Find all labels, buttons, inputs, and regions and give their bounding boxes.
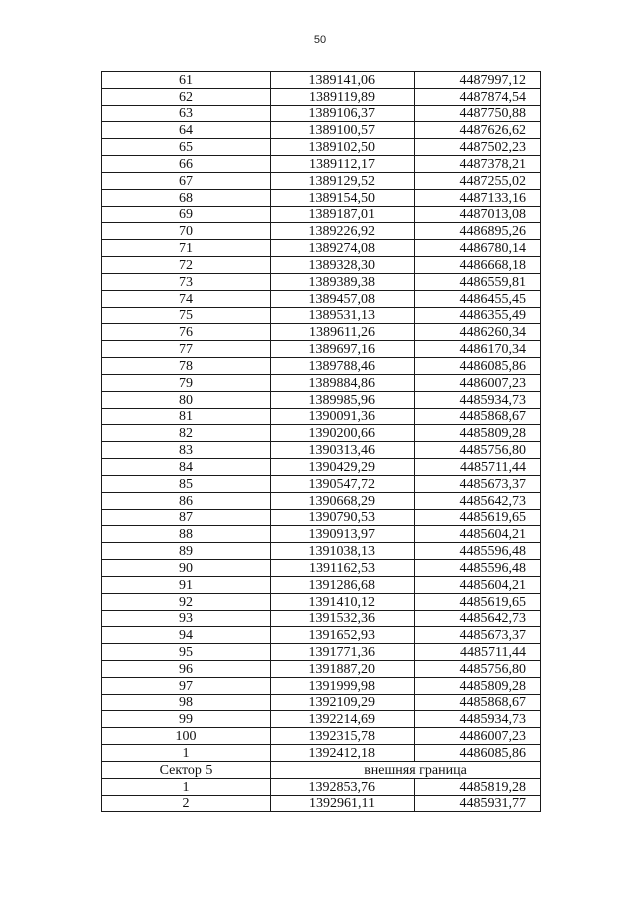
y-coordinate-cell: 4486085,86 xyxy=(415,358,541,375)
point-number-cell: 88 xyxy=(102,526,271,543)
point-number-cell: 97 xyxy=(102,677,271,694)
point-number-cell: 63 xyxy=(102,105,271,122)
x-coordinate-cell: 1391771,36 xyxy=(271,644,415,661)
point-number-cell: 2 xyxy=(102,795,271,812)
x-coordinate-cell: 1391887,20 xyxy=(271,660,415,677)
sector-boundary-note: внешняя граница xyxy=(271,761,541,778)
coordinates-table xyxy=(101,71,541,812)
table-row xyxy=(102,358,541,375)
table-row xyxy=(102,475,541,492)
x-coordinate-cell: 1392961,11 xyxy=(271,795,415,812)
table-row xyxy=(102,644,541,661)
x-coordinate-cell: 1390790,53 xyxy=(271,509,415,526)
sector-header-row xyxy=(102,761,541,778)
y-coordinate-cell: 4486455,45 xyxy=(415,290,541,307)
point-number-cell: 93 xyxy=(102,610,271,627)
x-coordinate-cell: 1391999,98 xyxy=(271,677,415,694)
y-coordinate-cell: 4487626,62 xyxy=(415,122,541,139)
y-coordinate-cell: 4485596,48 xyxy=(415,543,541,560)
x-coordinate-cell: 1389884,86 xyxy=(271,374,415,391)
point-number-cell: 86 xyxy=(102,492,271,509)
point-number-cell: 68 xyxy=(102,189,271,206)
table-row xyxy=(102,660,541,677)
table-row xyxy=(102,576,541,593)
point-number-cell: 71 xyxy=(102,240,271,257)
point-number-cell: 89 xyxy=(102,543,271,560)
table-row xyxy=(102,341,541,358)
x-coordinate-cell: 1389389,38 xyxy=(271,273,415,290)
y-coordinate-cell: 4485604,21 xyxy=(415,576,541,593)
table-row xyxy=(102,391,541,408)
table-row xyxy=(102,677,541,694)
x-coordinate-cell: 1390547,72 xyxy=(271,475,415,492)
x-coordinate-cell: 1390913,97 xyxy=(271,526,415,543)
y-coordinate-cell: 4486780,14 xyxy=(415,240,541,257)
x-coordinate-cell: 1392315,78 xyxy=(271,728,415,745)
table-row xyxy=(102,442,541,459)
point-number-cell: 91 xyxy=(102,576,271,593)
table-row xyxy=(102,526,541,543)
point-number-cell: 94 xyxy=(102,627,271,644)
point-number-cell: 100 xyxy=(102,728,271,745)
table-row xyxy=(102,593,541,610)
x-coordinate-cell: 1390429,29 xyxy=(271,459,415,476)
table-row xyxy=(102,509,541,526)
y-coordinate-cell: 4485931,77 xyxy=(415,795,541,812)
table-row xyxy=(102,172,541,189)
table-row xyxy=(102,745,541,762)
point-number-cell: 77 xyxy=(102,341,271,358)
table-row xyxy=(102,694,541,711)
x-coordinate-cell: 1392109,29 xyxy=(271,694,415,711)
x-coordinate-cell: 1390313,46 xyxy=(271,442,415,459)
table-row xyxy=(102,189,541,206)
table-row xyxy=(102,290,541,307)
y-coordinate-cell: 4486260,34 xyxy=(415,324,541,341)
x-coordinate-cell: 1389531,13 xyxy=(271,307,415,324)
table-row xyxy=(102,492,541,509)
table-row xyxy=(102,156,541,173)
table-row xyxy=(102,324,541,341)
table-row xyxy=(102,257,541,274)
table-row xyxy=(102,206,541,223)
point-number-cell: 99 xyxy=(102,711,271,728)
y-coordinate-cell: 4485819,28 xyxy=(415,778,541,795)
x-coordinate-cell: 1389611,26 xyxy=(271,324,415,341)
x-coordinate-cell: 1389328,30 xyxy=(271,257,415,274)
sector-label-cell: Сектор 5 xyxy=(102,761,271,778)
point-number-cell: 80 xyxy=(102,391,271,408)
x-coordinate-cell: 1391410,12 xyxy=(271,593,415,610)
point-number-cell: 90 xyxy=(102,560,271,577)
x-coordinate-cell: 1389697,16 xyxy=(271,341,415,358)
x-coordinate-cell: 1389129,52 xyxy=(271,172,415,189)
y-coordinate-cell: 4485619,65 xyxy=(415,509,541,526)
point-number-cell: 74 xyxy=(102,290,271,307)
point-number-cell: 98 xyxy=(102,694,271,711)
y-coordinate-cell: 4486355,49 xyxy=(415,307,541,324)
x-coordinate-cell: 1389154,50 xyxy=(271,189,415,206)
y-coordinate-cell: 4486668,18 xyxy=(415,257,541,274)
x-coordinate-cell: 1389226,92 xyxy=(271,223,415,240)
y-coordinate-cell: 4485711,44 xyxy=(415,644,541,661)
point-number-cell: 69 xyxy=(102,206,271,223)
table-row xyxy=(102,88,541,105)
table-row xyxy=(102,307,541,324)
y-coordinate-cell: 4485673,37 xyxy=(415,475,541,492)
table-row xyxy=(102,408,541,425)
y-coordinate-cell: 4485756,80 xyxy=(415,442,541,459)
point-number-cell: 79 xyxy=(102,374,271,391)
table-row xyxy=(102,273,541,290)
x-coordinate-cell: 1389112,17 xyxy=(271,156,415,173)
table-row xyxy=(102,459,541,476)
table-row xyxy=(102,728,541,745)
y-coordinate-cell: 4485642,73 xyxy=(415,610,541,627)
table-row xyxy=(102,778,541,795)
point-number-cell: 85 xyxy=(102,475,271,492)
x-coordinate-cell: 1392853,76 xyxy=(271,778,415,795)
table-row xyxy=(102,240,541,257)
table-row xyxy=(102,560,541,577)
table-row xyxy=(102,627,541,644)
x-coordinate-cell: 1391038,13 xyxy=(271,543,415,560)
x-coordinate-cell: 1389141,06 xyxy=(271,72,415,89)
y-coordinate-cell: 4487502,23 xyxy=(415,139,541,156)
x-coordinate-cell: 1392412,18 xyxy=(271,745,415,762)
x-coordinate-cell: 1389100,57 xyxy=(271,122,415,139)
y-coordinate-cell: 4485934,73 xyxy=(415,711,541,728)
x-coordinate-cell: 1391532,36 xyxy=(271,610,415,627)
point-number-cell: 61 xyxy=(102,72,271,89)
y-coordinate-cell: 4487750,88 xyxy=(415,105,541,122)
y-coordinate-cell: 4485809,28 xyxy=(415,425,541,442)
y-coordinate-cell: 4487874,54 xyxy=(415,88,541,105)
y-coordinate-cell: 4487013,08 xyxy=(415,206,541,223)
table-row xyxy=(102,139,541,156)
table-row xyxy=(102,374,541,391)
table-row xyxy=(102,105,541,122)
table-row xyxy=(102,223,541,240)
point-number-cell: 1 xyxy=(102,778,271,795)
table-row xyxy=(102,122,541,139)
x-coordinate-cell: 1391286,68 xyxy=(271,576,415,593)
y-coordinate-cell: 4485809,28 xyxy=(415,677,541,694)
point-number-cell: 73 xyxy=(102,273,271,290)
x-coordinate-cell: 1392214,69 xyxy=(271,711,415,728)
table-row xyxy=(102,610,541,627)
point-number-cell: 76 xyxy=(102,324,271,341)
y-coordinate-cell: 4485642,73 xyxy=(415,492,541,509)
point-number-cell: 65 xyxy=(102,139,271,156)
x-coordinate-cell: 1389187,01 xyxy=(271,206,415,223)
y-coordinate-cell: 4485619,65 xyxy=(415,593,541,610)
x-coordinate-cell: 1389106,37 xyxy=(271,105,415,122)
point-number-cell: 70 xyxy=(102,223,271,240)
point-number-cell: 75 xyxy=(102,307,271,324)
point-number-cell: 81 xyxy=(102,408,271,425)
y-coordinate-cell: 4486559,81 xyxy=(415,273,541,290)
point-number-cell: 72 xyxy=(102,257,271,274)
x-coordinate-cell: 1390091,36 xyxy=(271,408,415,425)
x-coordinate-cell: 1390668,29 xyxy=(271,492,415,509)
point-number-cell: 62 xyxy=(102,88,271,105)
point-number-cell: 83 xyxy=(102,442,271,459)
y-coordinate-cell: 4487997,12 xyxy=(415,72,541,89)
point-number-cell: 82 xyxy=(102,425,271,442)
point-number-cell: 78 xyxy=(102,358,271,375)
x-coordinate-cell: 1389985,96 xyxy=(271,391,415,408)
x-coordinate-cell: 1389119,89 xyxy=(271,88,415,105)
table-row xyxy=(102,543,541,560)
point-number-cell: 1 xyxy=(102,745,271,762)
point-number-cell: 84 xyxy=(102,459,271,476)
y-coordinate-cell: 4486007,23 xyxy=(415,728,541,745)
y-coordinate-cell: 4485673,37 xyxy=(415,627,541,644)
y-coordinate-cell: 4486007,23 xyxy=(415,374,541,391)
table-row xyxy=(102,711,541,728)
x-coordinate-cell: 1389457,08 xyxy=(271,290,415,307)
y-coordinate-cell: 4485868,67 xyxy=(415,694,541,711)
point-number-cell: 66 xyxy=(102,156,271,173)
y-coordinate-cell: 4486085,86 xyxy=(415,745,541,762)
y-coordinate-cell: 4486895,26 xyxy=(415,223,541,240)
point-number-cell: 67 xyxy=(102,172,271,189)
x-coordinate-cell: 1389274,08 xyxy=(271,240,415,257)
coordinates-table-body xyxy=(102,72,541,812)
point-number-cell: 95 xyxy=(102,644,271,661)
x-coordinate-cell: 1391652,93 xyxy=(271,627,415,644)
y-coordinate-cell: 4487133,16 xyxy=(415,189,541,206)
x-coordinate-cell: 1391162,53 xyxy=(271,560,415,577)
point-number-cell: 64 xyxy=(102,122,271,139)
point-number-cell: 96 xyxy=(102,660,271,677)
y-coordinate-cell: 4485868,67 xyxy=(415,408,541,425)
y-coordinate-cell: 4485934,73 xyxy=(415,391,541,408)
y-coordinate-cell: 4485604,21 xyxy=(415,526,541,543)
y-coordinate-cell: 4485596,48 xyxy=(415,560,541,577)
point-number-cell: 92 xyxy=(102,593,271,610)
y-coordinate-cell: 4485756,80 xyxy=(415,660,541,677)
point-number-cell: 87 xyxy=(102,509,271,526)
table-row xyxy=(102,795,541,812)
x-coordinate-cell: 1389102,50 xyxy=(271,139,415,156)
x-coordinate-cell: 1389788,46 xyxy=(271,358,415,375)
table-row xyxy=(102,72,541,89)
y-coordinate-cell: 4487378,21 xyxy=(415,156,541,173)
page-number: 50 xyxy=(313,34,327,46)
x-coordinate-cell: 1390200,66 xyxy=(271,425,415,442)
y-coordinate-cell: 4487255,02 xyxy=(415,172,541,189)
y-coordinate-cell: 4485711,44 xyxy=(415,459,541,476)
y-coordinate-cell: 4486170,34 xyxy=(415,341,541,358)
table-row xyxy=(102,425,541,442)
